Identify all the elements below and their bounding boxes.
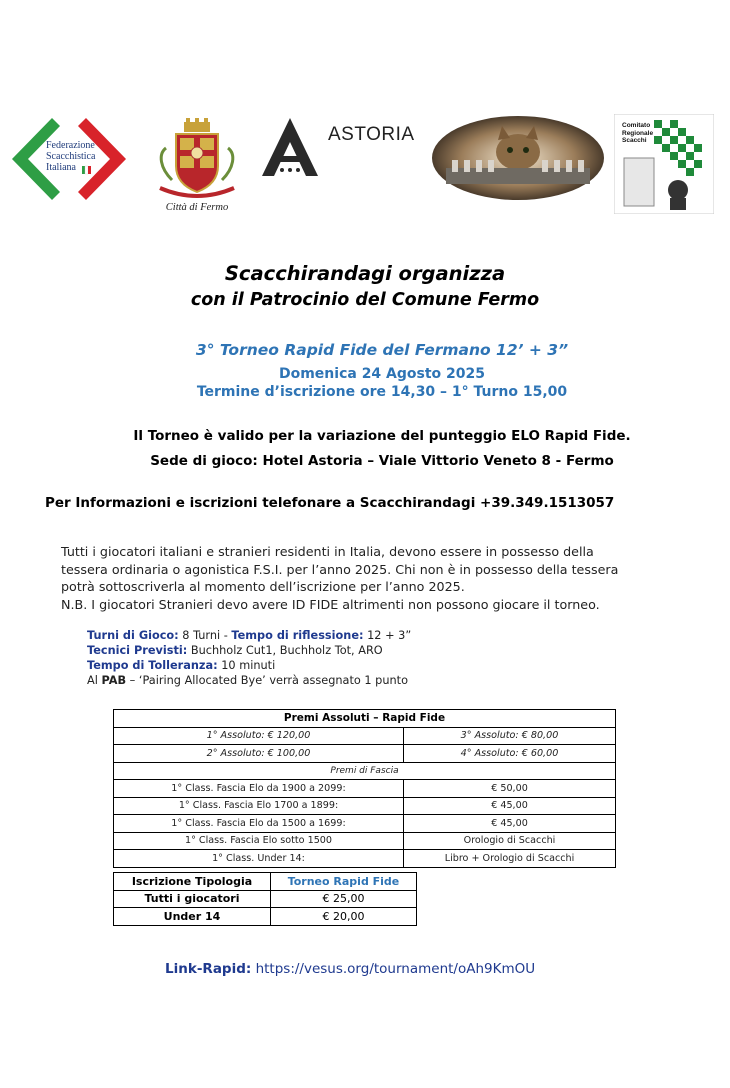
astoria-wordmark: ASTORIA	[328, 124, 415, 145]
table-cell: € 20,00	[271, 908, 417, 926]
contact-info: Per Informazioni e iscrizioni telefonare a Scacchirandagi +39.349.1513057	[45, 495, 615, 511]
table-row	[114, 762, 616, 780]
table-row	[114, 780, 616, 798]
registration-deadline: Termine d’iscrizione ore 14,30 – 1° Turno 15,00	[196, 384, 568, 400]
table-row	[114, 832, 616, 850]
table-row	[114, 745, 616, 763]
table-row	[114, 850, 616, 868]
eligibility-line: potrà sottoscriverla al momento dell’iscrizione per l’anno 2025.	[61, 579, 465, 594]
table-row	[114, 873, 417, 891]
table-cell: 4° Assoluto: € 60,00	[404, 745, 616, 763]
astoria-logo	[262, 118, 422, 180]
venue: Sede di gioco: Hotel Astoria – Viale Vittorio Veneto 8 - Fermo	[150, 453, 614, 469]
eligibility-paragraph	[61, 543, 681, 613]
table-cell: Orologio di Scacchi	[404, 832, 616, 850]
table-row	[114, 710, 616, 728]
organizer-title: Scacchirandagi organizza	[224, 262, 506, 285]
table-row	[114, 908, 417, 926]
table-cell: 1° Class. Fascia Elo da 1500 a 1699:	[114, 815, 404, 833]
table-cell: € 50,00	[404, 780, 616, 798]
table-cell: Tutti i giocatori	[114, 890, 271, 908]
table-cell: 1° Assoluto: € 120,00	[114, 727, 404, 745]
crs-logo	[614, 114, 714, 214]
chess-cat-photo	[432, 116, 604, 200]
table-cell: Under 14	[114, 908, 271, 926]
table-cell: € 45,00	[404, 797, 616, 815]
patronage-subtitle: con il Patrocinio del Comune Fermo	[190, 290, 540, 310]
table-cell: 1° Class. Fascia Elo 1700 a 1899:	[114, 797, 404, 815]
coat-of-arms-icon	[150, 118, 244, 202]
rule-tecnici: Tecnici Previsti: Buchholz Cut1, Buchholz Tot, ARO	[87, 644, 383, 657]
registration-fees-table	[113, 872, 417, 926]
prizes-header: Premi Assoluti – Rapid Fide	[114, 710, 616, 728]
rule-tolleranza: Tempo di Tolleranza: 10 minuti	[87, 659, 276, 672]
table-cell: 1° Class. Under 14:	[114, 850, 404, 868]
table-cell: € 45,00	[404, 815, 616, 833]
eligibility-line: tessera ordinaria o agonistica F.S.I. per l’anno 2025. Chi non è in possesso della tessera	[61, 561, 619, 577]
chess-cat-photo-icon	[432, 116, 604, 200]
vesus-link[interactable]: https://vesus.org/tournament/oAh9KmOU	[251, 961, 536, 977]
tournament-date: Domenica 24 Agosto 2025	[278, 366, 486, 382]
table-cell: 2° Assoluto: € 100,00	[114, 745, 404, 763]
rules-block	[87, 628, 411, 688]
table-cell: Libro + Orologio di Scacchi	[404, 850, 616, 868]
eligibility-line: N.B. I giocatori Stranieri devo avere ID FIDE altrimenti non possono giocare il torneo.	[61, 596, 600, 612]
rule-turni: Turni di Gioco: 8 Turni - Tempo di riflessione: 12 + 3”	[87, 629, 412, 642]
fascia-header: Premi di Fascia	[114, 762, 616, 780]
fsi-logo	[10, 116, 128, 202]
prizes-table	[113, 709, 616, 868]
eligibility-line: Tutti i giocatori italiani e stranieri residenti in Italia, devono essere in possesso della	[61, 544, 594, 559]
table-header-cell: Torneo Rapid Fide	[271, 873, 417, 891]
link-label: Link-Rapid:	[165, 961, 252, 977]
table-cell: 1° Class. Fascia Elo da 1900 a 2099:	[114, 780, 404, 798]
fermo-caption: Città di Fermo	[165, 202, 229, 213]
table-header-cell: Iscrizione Tipologia	[114, 873, 271, 891]
table-cell: 3° Assoluto: € 80,00	[404, 727, 616, 745]
fermo-logo	[150, 118, 244, 218]
table-row	[114, 727, 616, 745]
table-cell: € 25,00	[271, 890, 417, 908]
fsi-logo-text: Federazione Scacchistica Italiana	[46, 140, 96, 173]
table-row	[114, 797, 616, 815]
table-row	[114, 890, 417, 908]
crs-logo-text: Comitato Regionale Scacchi	[622, 122, 654, 144]
astoria-logo-icon	[262, 118, 318, 178]
table-cell: 1° Class. Fascia Elo sotto 1500	[114, 832, 404, 850]
tournament-name: 3° Torneo Rapid Fide del Fermano 12’ + 3”	[195, 341, 569, 359]
rule-pab: Al PAB – ‘Pairing Allocated Bye’ verrà assegnato 1 punto	[87, 674, 409, 687]
table-row	[114, 815, 616, 833]
elo-validity-note: Il Torneo è valido per la variazione del punteggio ELO Rapid Fide.	[133, 428, 631, 444]
registration-link	[165, 961, 535, 977]
